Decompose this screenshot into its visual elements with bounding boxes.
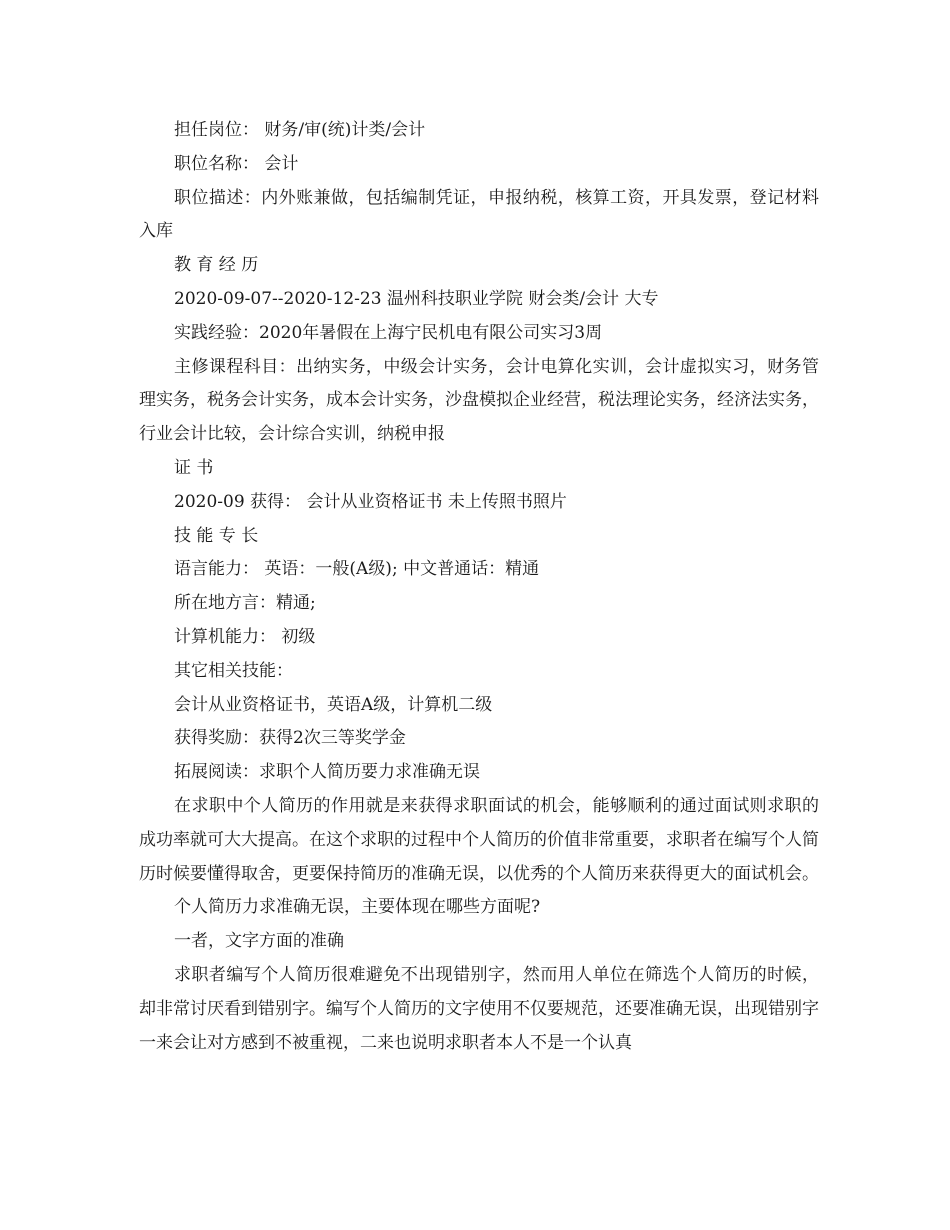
education-heading: 教 育 经 历 — [174, 255, 259, 276]
paragraph-2: 个人简历力求准确无误，主要体现在哪些方面呢? — [174, 897, 541, 918]
practice-experience: 实践经验：2020年暑假在上海宁民机电有限公司实习3周 — [174, 322, 603, 343]
computer-ability: 计算机能力： 初级 — [174, 626, 316, 647]
extended-reading-title: 拓展阅读：求职个人简历要力求准确无误 — [174, 762, 480, 783]
other-skills-label: 其它相关技能： — [174, 660, 293, 681]
document-body — [139, 114, 819, 1060]
other-skills-list: 会计从业资格证书，英语A级，计算机二级 — [174, 694, 493, 715]
skills-heading: 技 能 专 长 — [174, 525, 259, 546]
certificate-heading: 证 书 — [174, 457, 214, 478]
paragraph-4: 求职者编写个人简历很难避免不出现错别字，然而用人单位在筛选个人简历的时候，却非常讨厌看到错别字。编写个人简历的文字使用不仅要规范，还要准确无误，出现错别字一来会让对方感到不被重视，二来也说明求职者本人不是一个认真 — [139, 964, 819, 1053]
education-entry: 2020-09-07--2020-12-23 温州科技职业学院 财会类/会计 大专 — [174, 288, 659, 309]
major-courses: 主修课程科目：出纳实务，中级会计实务，会计电算化实训，会计虚拟实习，财务管理实务，税务会计实务，成本会计实务，沙盘模拟企业经营，税法理论实务，经济法实务，行业会计比较，会计综合实训，纳税申报 — [139, 356, 819, 445]
language-ability: 语言能力： 英语：一般(A级); 中文普通话：精通 — [174, 559, 540, 580]
dialect-ability: 所在地方言：精通; — [174, 593, 316, 614]
job-title-line: 职位名称： 会计 — [174, 153, 299, 174]
awards-line: 获得奖励：获得2次三等奖学金 — [174, 728, 406, 749]
position-line: 担任岗位： 财务/审(统)计类/会计 — [174, 120, 426, 140]
paragraph-3: 一者，文字方面的准确 — [174, 931, 344, 952]
paragraph-1: 在求职中个人简历的作用就是来获得求职面试的机会，能够顺利的通过面试则求职的成功率就可大大提高。在这个求职的过程中个人简历的价值非常重要，求职者在编写个人简历时候要懂得取舍，更要保持简历的准确无误，以优秀的个人简历来获得更大的面试机会。 — [139, 795, 819, 884]
certificate-entry: 2020-09 获得： 会计从业资格证书 未上传照书照片 — [174, 491, 567, 512]
job-description: 职位描述：内外账兼做，包括编制凭证，申报纳税，核算工资，开具发票，登记材料入库 — [139, 187, 819, 242]
